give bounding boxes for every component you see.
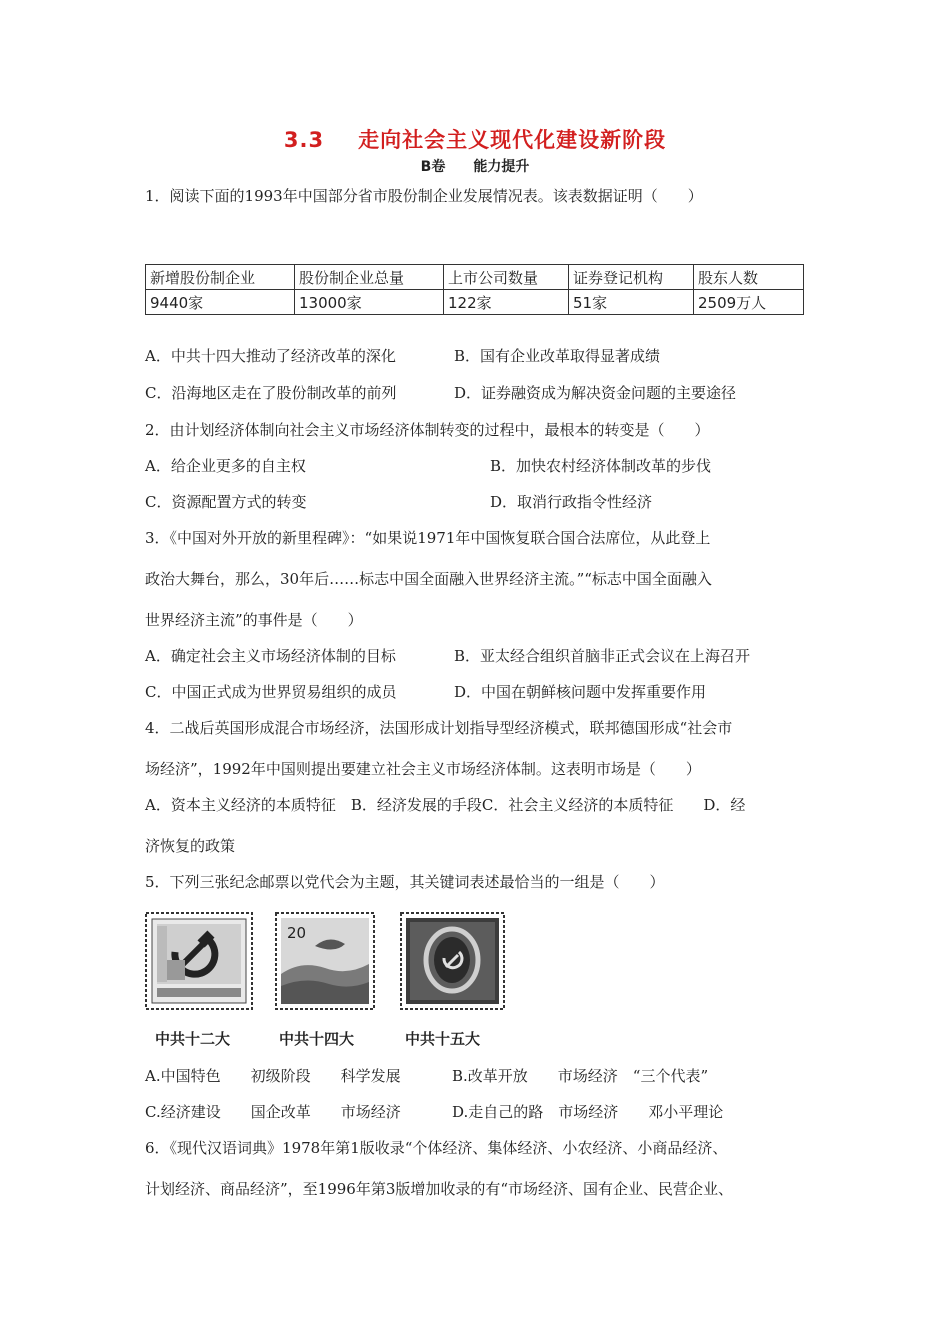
q1-option-c[interactable]: C．沿海地区走在了股份制改革的前列 xyxy=(145,384,397,402)
question-1-stem: 1．阅读下面的1993年中国部分省市股份制企业发展情况表。该表数据证明（ ） xyxy=(145,187,703,205)
table-cell: 122家 xyxy=(444,290,569,315)
table-cell: 13000家 xyxy=(295,290,444,315)
question-5-stem: 5．下列三张纪念邮票以党代会为主题，其关键词表述最恰当的一组是（ ） xyxy=(145,873,665,891)
subtitle-topic: 能力提升 xyxy=(473,159,530,175)
question-2-stem: 2．由计划经济体制向社会主义市场经济体制转变的过程中，最根本的转变是（ ） xyxy=(145,421,710,439)
question-3-line: 世界经济主流”的事件是（ ） xyxy=(145,611,363,629)
table-header-cell: 上市公司数量 xyxy=(444,265,569,290)
table-header-cell: 股份制企业总量 xyxy=(295,265,444,290)
q3-option-b[interactable]: B．亚太经合组织首脑非正式会议在上海召开 xyxy=(454,647,751,665)
q1-option-a[interactable]: A．中共十四大推动了经济改革的深化 xyxy=(145,347,396,365)
q5-option-a[interactable]: A.中国特色 初级阶段 科学发展 xyxy=(145,1067,401,1085)
q5-option-d[interactable]: D.走自己的路 市场经济 邓小平理论 xyxy=(452,1103,724,1121)
q2-option-b[interactable]: B．加快农村经济体制改革的步伐 xyxy=(490,457,712,475)
section-number: 3.3 xyxy=(283,128,325,152)
table-row xyxy=(146,290,804,315)
stamp-caption: 中共十二大 xyxy=(155,1030,231,1048)
stamp-caption: 中共十五大 xyxy=(405,1030,481,1048)
stamp-1-image xyxy=(145,912,253,1010)
question-4-line: 济恢复的政策 xyxy=(145,837,236,855)
stamp-2-image xyxy=(275,912,375,1010)
table-header-cell: 证券登记机构 xyxy=(569,265,694,290)
q1-option-b[interactable]: B．国有企业改革取得显著成绩 xyxy=(454,347,661,365)
question-3-line: 政治大舞台，那么，30年后……标志中国全面融入世界经济主流。”“标志中国全面融入 xyxy=(145,570,712,588)
table-header-row xyxy=(146,265,804,290)
q2-option-d[interactable]: D．取消行政指令性经济 xyxy=(490,493,653,511)
q5-option-c[interactable]: C.经济建设 国企改革 市场经济 xyxy=(145,1103,401,1121)
table-header-cell: 新增股份制企业 xyxy=(146,265,295,290)
stamp-2-denomination: 20 xyxy=(287,924,307,942)
question-4-line: 场经济”，1992年中国则提出要建立社会主义市场经济体制。这表明市场是（ ） xyxy=(145,760,701,778)
stock-company-table xyxy=(145,264,804,315)
section-title: 走向社会主义现代化建设新阶段 xyxy=(358,128,667,152)
q5-option-b[interactable]: B.改革开放 市场经济 “三个代表” xyxy=(452,1067,709,1085)
question-6-line: 6．《现代汉语词典》1978年第1版收录“个体经济、集体经济、小农经济、小商品经济、 xyxy=(145,1139,728,1157)
stamp-3-image xyxy=(400,912,505,1010)
stamp-caption: 中共十四大 xyxy=(279,1030,355,1048)
subtitle-part: B卷 xyxy=(420,159,446,175)
question-6-line: 计划经济、商品经济”，至1996年第3版增加收录的有“市场经济、国有企业、民营企业、 xyxy=(145,1180,734,1198)
q2-option-a[interactable]: A．给企业更多的自主权 xyxy=(145,457,306,475)
question-3-line: 3．《中国对外开放的新里程碑》：“如果说1971年中国恢复联合国合法席位，从此登上 xyxy=(145,529,711,547)
question-4-line: 4．二战后英国形成混合市场经济，法国形成计划指导型经济模式，联邦德国形成“社会市 xyxy=(145,719,733,737)
table-cell: 51家 xyxy=(569,290,694,315)
table-cell: 9440家 xyxy=(146,290,295,315)
page-subtitle xyxy=(0,156,950,176)
q3-option-c[interactable]: C．中国正式成为世界贸易组织的成员 xyxy=(145,683,397,701)
table-cell: 2509万人 xyxy=(694,290,804,315)
q1-option-d[interactable]: D．证券融资成为解决资金问题的主要途径 xyxy=(454,384,737,402)
q3-option-a[interactable]: A．确定社会主义市场经济体制的目标 xyxy=(145,647,396,665)
q3-option-d[interactable]: D．中国在朝鲜核问题中发挥重要作用 xyxy=(454,683,707,701)
page-title xyxy=(0,124,950,154)
question-4-options-line[interactable]: A．资本主义经济的本质特征 B．经济发展的手段C．社会主义经济的本质特征 D．经 xyxy=(145,796,746,814)
q2-option-c[interactable]: C．资源配置方式的转变 xyxy=(145,493,307,511)
table-header-cell: 股东人数 xyxy=(694,265,804,290)
stamp-images xyxy=(145,912,505,1012)
